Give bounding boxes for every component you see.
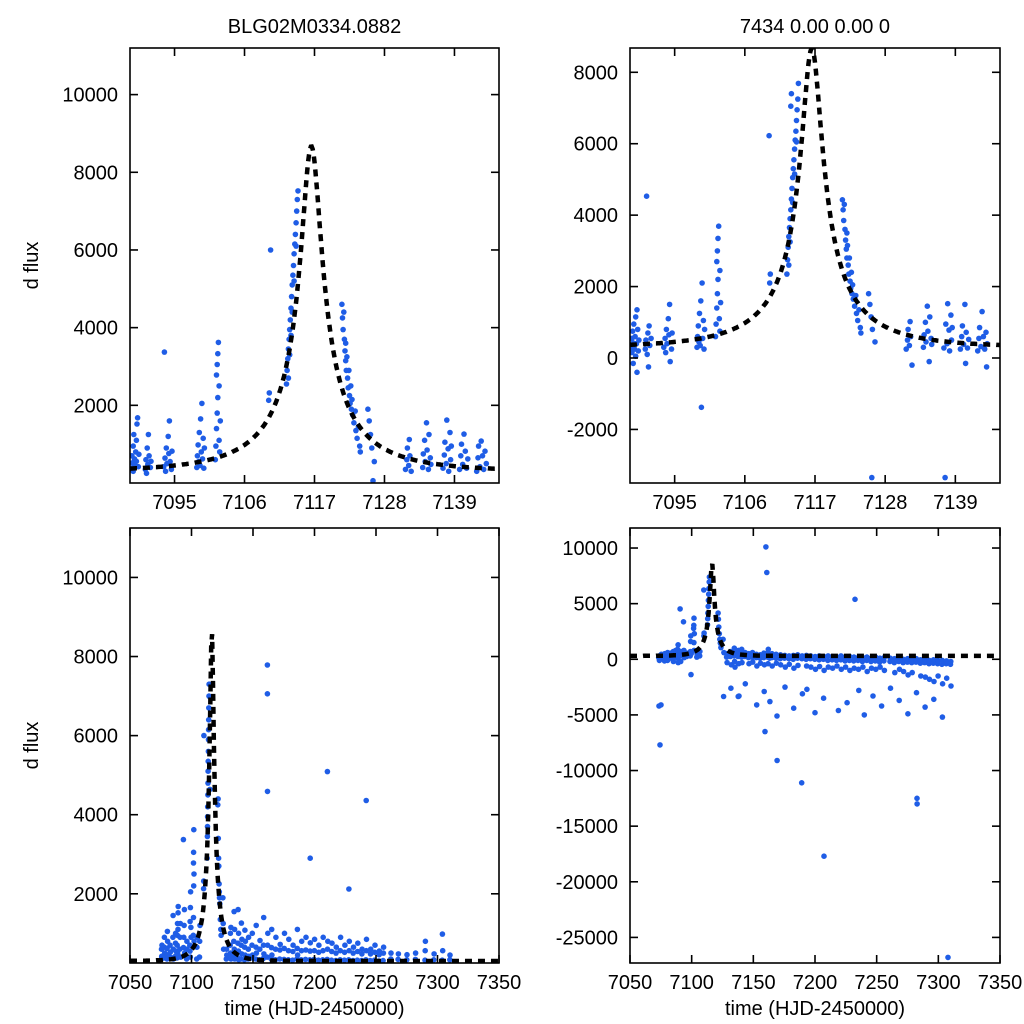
x-tick-labels <box>152 492 476 514</box>
y-tick-label: 5000 <box>573 593 618 616</box>
y-tick-label: -5000 <box>566 704 618 727</box>
x-axis-label: time (HJD-2450000) <box>724 998 906 1020</box>
x-tick-label: 7250 <box>353 972 399 994</box>
panel-title: 7434 0.00 0.00 0 <box>739 16 891 38</box>
x-tick-label: 7128 <box>362 492 407 514</box>
x-tick-label: 7150 <box>731 972 776 994</box>
y-tick-label: 2000 <box>73 883 118 906</box>
y-axis-ticks <box>630 548 1000 937</box>
x-tick-label: 7200 <box>292 972 337 994</box>
y-tick-label: 6000 <box>73 725 118 748</box>
y-tick-label: 10000 <box>62 567 118 590</box>
y-tick-label: 8000 <box>573 62 618 85</box>
y-tick-label: 8000 <box>73 646 118 669</box>
y-axis-ticks <box>130 577 499 893</box>
x-axis-ticks <box>675 48 956 483</box>
x-tick-label: 7350 <box>476 972 522 994</box>
x-tick-labels <box>108 972 522 994</box>
y-tick-label: -20000 <box>555 871 618 894</box>
y-tick-label: -10000 <box>555 760 618 783</box>
y-tick-label: 10000 <box>62 84 118 107</box>
x-tick-label: 7050 <box>607 972 653 994</box>
y-tick-label: 0 <box>606 348 618 370</box>
x-tick-label: 7117 <box>793 492 837 514</box>
x-tick-label: 7128 <box>862 492 908 514</box>
y-tick-label: 4000 <box>573 205 618 228</box>
plot-border <box>130 48 499 483</box>
x-axis-ticks <box>130 528 499 963</box>
x-tick-labels <box>608 972 1023 994</box>
x-axis-label: time (HJD-2450000) <box>224 998 405 1020</box>
x-tick-labels <box>652 492 977 514</box>
y-axis-ticks <box>630 72 1000 429</box>
y-tick-label: 2000 <box>573 276 618 299</box>
scatter-points <box>129 188 489 483</box>
x-tick-label: 7050 <box>107 972 153 994</box>
y-tick-labels <box>567 62 618 441</box>
model-curve <box>630 564 1000 656</box>
plot-border <box>130 528 499 963</box>
y-tick-label: 2000 <box>73 395 118 418</box>
x-tick-label: 7106 <box>722 492 768 514</box>
y-tick-label: 4000 <box>73 317 118 340</box>
panel-bottom-right <box>556 528 1023 1020</box>
x-axis-ticks <box>175 48 455 483</box>
y-tick-label: -15000 <box>555 816 618 839</box>
y-tick-label: 6000 <box>573 133 618 156</box>
x-tick-label: 7106 <box>222 492 267 514</box>
y-axis-ticks <box>130 95 499 406</box>
model-curve <box>130 147 499 469</box>
x-tick-label: 7150 <box>230 972 276 994</box>
panel-title: BLG02M0334.0882 <box>227 16 402 38</box>
y-tick-label: 10000 <box>562 538 618 561</box>
y-tick-label: -2000 <box>566 419 618 442</box>
x-tick-label: 7139 <box>933 492 978 514</box>
y-tick-labels <box>62 85 118 418</box>
x-tick-label: 7100 <box>669 972 714 994</box>
x-tick-label: 7095 <box>652 492 697 514</box>
model-curve <box>630 49 1000 345</box>
x-tick-label: 7300 <box>415 972 460 994</box>
x-tick-label: 7300 <box>916 972 961 994</box>
y-tick-label: 4000 <box>73 804 118 827</box>
y-axis-label: d flux <box>21 721 43 770</box>
x-tick-label: 7100 <box>169 972 214 994</box>
y-tick-label: 6000 <box>73 239 118 262</box>
scatter-points <box>629 81 991 481</box>
x-axis-ticks <box>630 528 1000 963</box>
x-tick-label: 7200 <box>792 972 838 994</box>
x-tick-label: 7139 <box>432 492 477 514</box>
y-tick-label: 8000 <box>73 162 118 185</box>
panel-top-left <box>21 16 499 514</box>
plot-border <box>630 528 1000 963</box>
x-tick-label: 7095 <box>152 492 197 514</box>
x-tick-label: 7117 <box>292 492 337 514</box>
panel-top-right <box>567 16 1000 514</box>
plot-border <box>630 48 1000 483</box>
x-tick-label: 7350 <box>977 972 1023 994</box>
y-tick-labels <box>556 538 618 949</box>
y-tick-label: -25000 <box>555 927 618 950</box>
y-tick-labels <box>62 567 118 905</box>
panel-bottom-left <box>21 528 521 1020</box>
y-axis-label: d flux <box>21 241 43 290</box>
y-tick-label: 0 <box>606 649 618 672</box>
scatter-points <box>656 544 954 960</box>
x-tick-label: 7250 <box>854 972 899 994</box>
